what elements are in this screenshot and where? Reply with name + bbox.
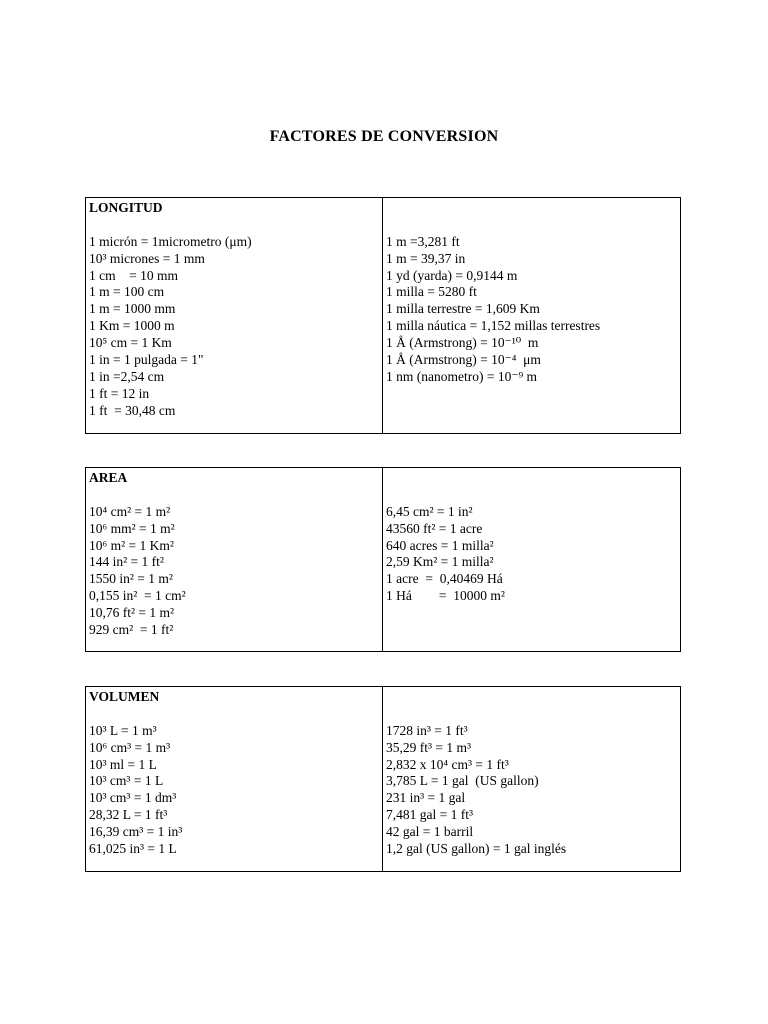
longitud-right-list <box>386 234 677 386</box>
conversion-line: 35,29 ft³ = 1 m³ <box>386 739 472 755</box>
conversion-line: 1 Km = 1000 m <box>89 318 175 334</box>
longitud-left-list <box>89 234 379 420</box>
volumen-heading: VOLUMEN <box>89 689 160 704</box>
conversion-line: 43560 ft² = 1 acre <box>386 520 483 536</box>
longitud-left-column <box>86 198 383 433</box>
conversion-line: 1 milla terrestre = 1,609 Km <box>386 301 540 317</box>
conversion-line: 6,45 cm² = 1 in² <box>386 503 473 519</box>
conversion-line: 1 Å (Armstrong) = 10⁻⁴ μm <box>386 352 541 368</box>
area-right-list <box>386 504 677 605</box>
conversion-line: 2,59 Km² = 1 milla² <box>386 554 494 570</box>
area-heading: AREA <box>89 470 128 485</box>
volumen-left-list <box>89 723 379 858</box>
longitud-right-column <box>383 198 680 433</box>
volumen-right-list <box>386 723 677 858</box>
conversion-line: 16,39 cm³ = 1 in³ <box>89 824 183 840</box>
conversion-line: 1 m = 1000 mm <box>89 301 176 317</box>
conversion-line: 61,025 in³ = 1 L <box>89 841 177 857</box>
conversion-line: 1728 in³ = 1 ft³ <box>386 722 468 738</box>
conversion-line: 10³ ml = 1 L <box>89 756 157 772</box>
area-right-column <box>383 468 680 651</box>
conversion-line: 2,832 x 10⁴ cm³ = 1 ft³ <box>386 756 509 772</box>
area-left-list <box>89 504 379 639</box>
conversion-line: 1550 in² = 1 m² <box>89 571 173 587</box>
conversion-line: 1 in = 1 pulgada = 1" <box>89 352 204 368</box>
area-left-column <box>86 468 383 651</box>
conversion-line: 1 yd (yarda) = 0,9144 m <box>386 267 518 283</box>
longitud-heading: LONGITUD <box>89 200 163 215</box>
conversion-line: 1 m =3,281 ft <box>386 233 460 249</box>
conversion-line: 1 ft = 12 in <box>89 385 150 401</box>
conversion-line: 10³ micrones = 1 mm <box>89 250 205 266</box>
conversion-line: 10⁶ mm² = 1 m² <box>89 520 175 536</box>
conversion-line: 10³ cm³ = 1 L <box>89 773 164 789</box>
volumen-right-column <box>383 687 680 871</box>
conversion-line: 1,2 gal (US gallon) = 1 gal inglés <box>386 841 567 857</box>
conversion-line: 1 micrón = 1micrometro (μm) <box>89 233 252 249</box>
conversion-line: 10⁶ cm³ = 1 m³ <box>89 739 171 755</box>
conversion-line: 10³ L = 1 m³ <box>89 722 157 738</box>
conversion-line: 1 m = 100 cm <box>89 284 165 300</box>
conversion-line: 10⁴ cm² = 1 m² <box>89 503 171 519</box>
conversion-line: 10³ cm³ = 1 dm³ <box>89 790 177 806</box>
conversion-line: 640 acres = 1 milla² <box>386 537 494 553</box>
conversion-line: 929 cm² = 1 ft² <box>89 622 174 638</box>
conversion-line: 3,785 L = 1 gal (US gallon) <box>386 773 539 789</box>
conversion-line: 1 milla náutica = 1,152 millas terrestres <box>386 318 601 334</box>
conversion-line: 144 in² = 1 ft² <box>89 554 164 570</box>
volumen-left-column <box>86 687 383 871</box>
conversion-line: 1 nm (nanometro) = 10⁻⁹ m <box>386 368 538 384</box>
conversion-line: 42 gal = 1 barril <box>386 824 474 840</box>
conversion-line: 1 Há = 10000 m² <box>386 588 505 604</box>
conversion-line: 1 acre = 0,40469 Há <box>386 571 503 587</box>
volumen-table <box>85 686 681 872</box>
conversion-line: 10⁵ cm = 1 Km <box>89 335 172 351</box>
conversion-line: 1 m = 39,37 in <box>386 250 466 266</box>
conversion-line: 1 milla = 5280 ft <box>386 284 477 300</box>
conversion-line: 10,76 ft² = 1 m² <box>89 605 175 621</box>
conversion-line: 231 in³ = 1 gal <box>386 790 466 806</box>
longitud-table <box>85 197 681 434</box>
conversion-line: 10⁶ m² = 1 Km² <box>89 537 174 553</box>
conversion-line: 1 Å (Armstrong) = 10⁻¹⁰ m <box>386 335 539 351</box>
area-table <box>85 467 681 652</box>
conversion-line: 0,155 in² = 1 cm² <box>89 588 186 604</box>
conversion-line: 28,32 L = 1 ft³ <box>89 807 168 823</box>
page-title: FACTORES DE CONVERSION <box>269 128 499 145</box>
conversion-line: 1 cm = 10 mm <box>89 267 178 283</box>
conversion-line: 1 ft = 30,48 cm <box>89 402 176 418</box>
conversion-line: 7,481 gal = 1 ft³ <box>386 807 474 823</box>
conversion-line: 1 in =2,54 cm <box>89 368 165 384</box>
